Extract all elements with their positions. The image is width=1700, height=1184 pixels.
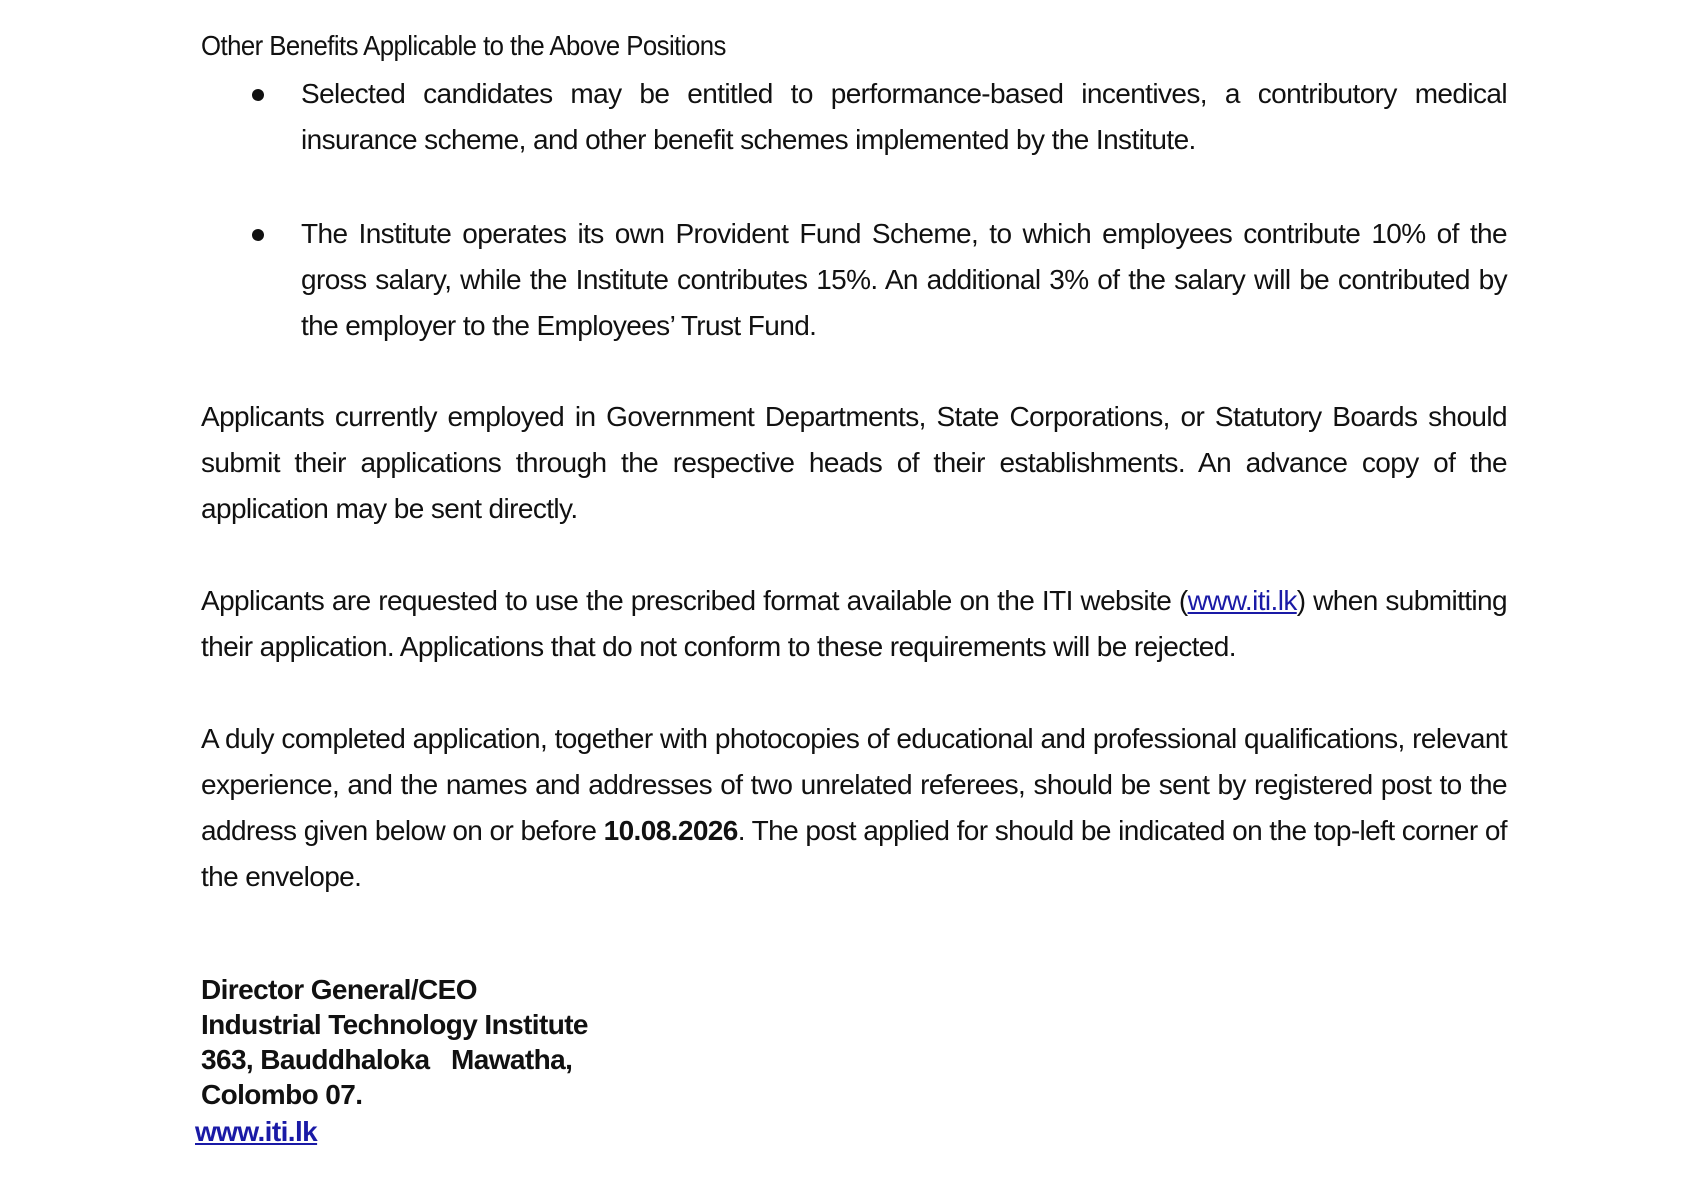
iti-website-link[interactable]: www.iti.lk	[1187, 585, 1297, 616]
format-text-before: Applicants are requested to use the prescribed format available on the ITI website (	[201, 585, 1188, 616]
benefit-bullet-incentives: Selected candidates may be entitled to performance-based incentives, a contributory medical insurance scheme, and other benefit schemes implemented by the Institute.	[301, 78, 1507, 155]
format-text-after: ) when submitting their application. Applications that do not conform to these requirements will be rejected.	[201, 585, 1507, 662]
address-line-street: 363, Bauddhaloka Mawatha,	[201, 1044, 573, 1075]
section-heading: Other Benefits Applicable to the Above Positions	[201, 30, 726, 61]
application-format-paragraph	[201, 578, 1507, 670]
address-line-institute: Industrial Technology Institute	[201, 1009, 588, 1040]
benefit-bullet-provident-fund: The Institute operates its own Provident Fund Scheme, to which employees contribute 10% of the gross salary, while the Institute contributes 15%. An additional 3% of the salary will be contributed by the employer to the Employees’ Trust Fund.	[301, 218, 1507, 341]
deadline-date: 10.08.2026	[603, 815, 738, 846]
bullet-dot	[252, 229, 264, 241]
address-line-city: Colombo 07.	[201, 1079, 363, 1110]
submission-text-before: A duly completed application, together with photocopies of educational and professional qualifications, relevant experience, and the names and addresses of two unrelated referees, should be sent by registered post to the address given below on or before	[201, 723, 1507, 846]
address-website-link[interactable]: www.iti.lk	[195, 1116, 318, 1147]
address-line-title: Director General/CEO	[201, 974, 477, 1005]
submission-paragraph	[201, 716, 1507, 900]
submission-text-after: . The post applied for should be indicated on the top-left corner of the envelope.	[201, 815, 1507, 892]
government-employees-paragraph: Applicants currently employed in Government Departments, State Corporations, or Statutory Boards should submit their applications through the respective heads of their establishments. An advance copy of the application may be sent directly.	[201, 401, 1507, 524]
bullet-dot	[252, 89, 264, 101]
mailing-address	[201, 972, 588, 1112]
